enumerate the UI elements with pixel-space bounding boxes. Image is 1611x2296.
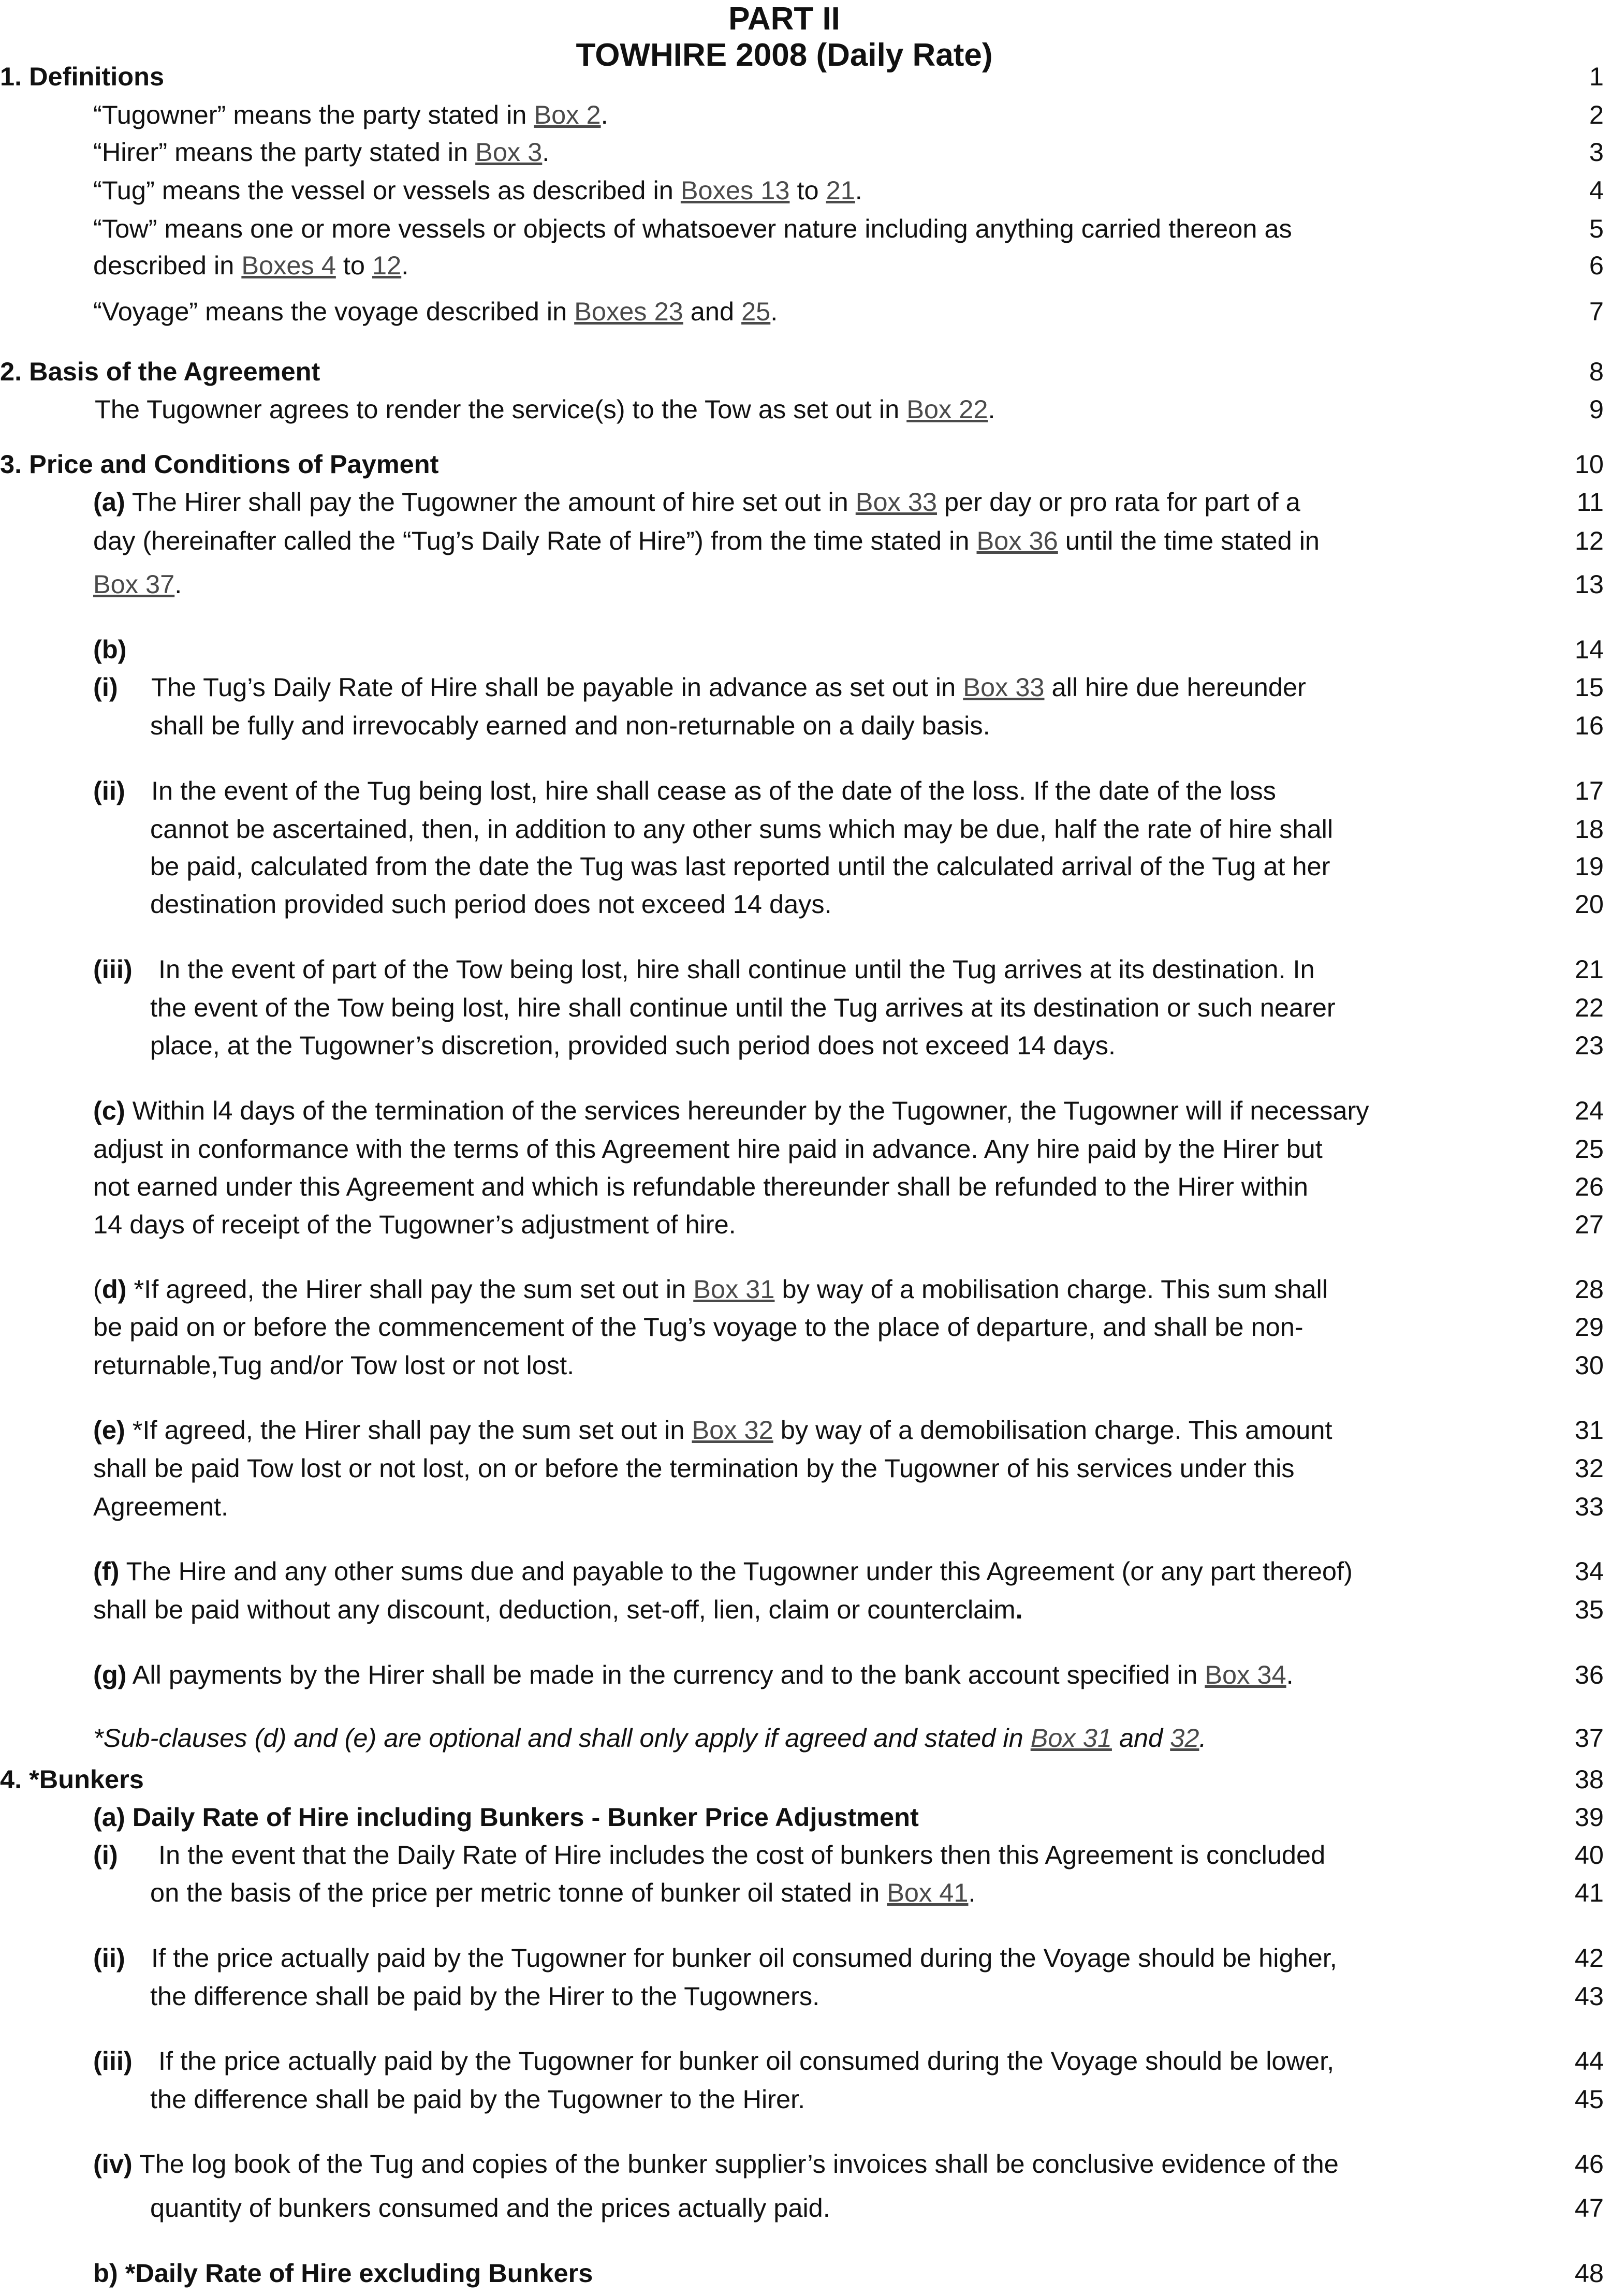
line-text: [93, 1274, 1328, 1305]
line-number: 40: [1574, 1840, 1604, 1870]
text-segment: Within l4 days of the termination of the services hereunder by the Tugowner, the Tugowner will if necessary: [125, 1096, 1369, 1125]
text-segment: day (hereinafter called the “Tug’s Daily Rate of Hire”) from the time stated in: [93, 526, 977, 555]
part-heading: PART II: [728, 1, 840, 37]
line-text: [93, 296, 778, 328]
line-text: [0, 449, 438, 480]
text-segment: The log book of the Tug and copies of the bunker supplier’s invoices shall be conclusive evidence of the: [132, 2149, 1339, 2179]
text-segment: by way of a mobilisation charge. This sum shall: [774, 1274, 1328, 1304]
line-text: [93, 2258, 593, 2289]
text-line: [0, 1274, 1611, 1312]
line-text: [93, 2148, 1339, 2180]
text-line: [0, 2258, 1611, 2296]
line-text: [93, 487, 1300, 518]
text-segment: be paid, calculated from the date the Tug was last reported until the calculated arrival of the Tug at her: [150, 851, 1330, 881]
box-reference-link[interactable]: 25: [741, 297, 771, 326]
line-number: 33: [1574, 1492, 1604, 1521]
box-reference-link[interactable]: Boxes 4: [241, 251, 336, 280]
text-segment: 14 days of receipt of the Tugowner’s adjustment of hire.: [93, 1210, 736, 1239]
box-reference-link[interactable]: Box 22: [906, 394, 988, 424]
line-text: [150, 1981, 819, 2012]
line-number: 45: [1574, 2084, 1604, 2114]
line-number: 5: [1589, 214, 1604, 243]
text-line: [0, 710, 1611, 748]
text-segment: not earned under this Agreement and which is refundable thereunder shall be refunded to the Hirer within: [93, 1172, 1308, 1201]
text-line: [0, 1981, 1611, 2019]
text-segment: (g): [93, 1660, 127, 1689]
line-number: 46: [1574, 2149, 1604, 2179]
line-number: 22: [1574, 993, 1604, 1022]
text-segment: In the event that the Daily Rate of Hire includes the cost of bunkers then this Agreement is concluded: [151, 1840, 1326, 1870]
text-segment: d): [101, 1274, 127, 1304]
text-line: [0, 250, 1611, 288]
line-text: [93, 1723, 1206, 1754]
line-number: 37: [1574, 1723, 1604, 1753]
text-segment: .: [988, 394, 995, 424]
line-number: 31: [1574, 1415, 1604, 1445]
text-line: [0, 1802, 1611, 1840]
line-number: 15: [1574, 672, 1604, 702]
text-segment: place, at the Tugowner’s discretion, provided such period does not exceed 14 days.: [150, 1031, 1116, 1060]
text-segment: (: [93, 1274, 102, 1304]
line-number: 3: [1589, 137, 1604, 167]
subclause-label: (i): [93, 1840, 118, 1870]
text-segment: the difference shall be paid by the Tugowner to the Hirer.: [150, 2084, 806, 2114]
text-segment: b) *Daily Rate of Hire excluding Bunkers: [93, 2258, 593, 2288]
text-line: [0, 213, 1611, 252]
text-segment: “Voyage” means the voyage described in: [93, 297, 575, 326]
line-text: [150, 2084, 805, 2115]
line-number: 14: [1574, 635, 1604, 664]
text-segment: Agreement.: [93, 1492, 229, 1521]
text-line: [0, 1095, 1611, 1134]
box-reference-link[interactable]: Box 31: [1030, 1723, 1112, 1753]
text-segment: shall be paid Tow lost or not lost, on or before the termination by the Tugowner of his services under this: [93, 1453, 1295, 1483]
text-line: [0, 525, 1611, 564]
line-text: [93, 1350, 574, 1381]
subclause-label: (iii): [93, 954, 133, 984]
line-number: 26: [1574, 1172, 1604, 1201]
line-text: [93, 250, 408, 282]
box-reference-link[interactable]: Boxes 23: [574, 297, 683, 326]
line-number: 19: [1574, 851, 1604, 881]
line-text: [93, 213, 1292, 245]
text-line: [0, 487, 1611, 525]
text-segment: The Hire and any other sums due and payable to the Tugowner under this Agreement (or any part thereof): [119, 1556, 1353, 1586]
text-line: [0, 1942, 1611, 1981]
line-text: [93, 2045, 1334, 2077]
line-number: 9: [1589, 394, 1604, 424]
text-line: [0, 1453, 1611, 1491]
text-line: [0, 634, 1611, 672]
line-number: 32: [1574, 1453, 1604, 1483]
text-segment: .: [968, 1878, 976, 1907]
text-line: [0, 814, 1611, 852]
line-number: 41: [1574, 1878, 1604, 1907]
line-text: [93, 1802, 919, 1833]
text-segment: shall be fully and irrevocably earned and non-returnable on a daily basis.: [150, 711, 990, 740]
line-text: [93, 1209, 736, 1241]
text-segment: to: [789, 175, 826, 205]
text-segment: “Tow” means one or more vessels or objects of whatsoever nature including anything carried thereon as: [93, 214, 1292, 243]
text-segment: destination provided such period does not exceed 14 days.: [150, 889, 832, 919]
text-line: [0, 394, 1611, 432]
text-segment: the difference shall be paid by the Hirer to the Tugowners.: [150, 1981, 820, 2011]
text-segment: .: [770, 297, 778, 326]
line-number: 20: [1574, 889, 1604, 919]
line-text: [150, 889, 832, 920]
text-line: [0, 61, 1611, 99]
line-number: 25: [1574, 1134, 1604, 1164]
text-segment: cannot be ascertained, then, in addition to any other sums which may be due, half the rate of hire shall: [150, 814, 1334, 844]
text-line: [0, 851, 1611, 889]
line-number: 44: [1574, 2046, 1604, 2076]
text-segment: per day or pro rata for part of a: [937, 487, 1300, 517]
subclause-label: (i): [93, 672, 118, 702]
line-text: [95, 394, 995, 425]
text-line: [0, 1839, 1611, 1878]
line-number: 16: [1574, 711, 1604, 740]
text-line: [0, 356, 1611, 394]
text-segment: and: [683, 297, 742, 326]
text-segment: quantity of bunkers consumed and the prices actually paid.: [150, 2193, 830, 2223]
text-segment: be paid on or before the commencement of the Tug’s voyage to the place of departure, and shall be non-: [93, 1312, 1304, 1342]
text-line: [0, 1594, 1611, 1632]
line-number: 18: [1574, 814, 1604, 844]
line-text: [0, 356, 320, 388]
box-reference-link[interactable]: Box 34: [1205, 1660, 1286, 1689]
text-line: [0, 449, 1611, 487]
text-line: [0, 1723, 1611, 1761]
line-text: [93, 1453, 1295, 1484]
text-segment: to: [335, 251, 373, 280]
line-text: [93, 1312, 1304, 1343]
line-text: [93, 99, 608, 131]
line-text: [93, 672, 1306, 703]
line-number: 1: [1589, 62, 1604, 91]
text-segment: .: [174, 569, 182, 599]
line-text: [93, 1839, 1325, 1871]
text-line: [0, 569, 1611, 607]
text-line: [0, 2192, 1611, 2231]
line-number: 27: [1574, 1210, 1604, 1239]
text-segment: “Tugowner” means the party stated in: [93, 100, 534, 129]
text-segment: adjust in conformance with the terms of this Agreement hire paid in advance. Any hire paid by the Hirer but: [93, 1134, 1323, 1164]
line-number: 47: [1574, 2193, 1604, 2223]
box-reference-link[interactable]: Box 3: [475, 137, 543, 167]
line-text: [0, 1764, 144, 1795]
line-text: [93, 569, 182, 600]
text-segment: 1. Definitions: [0, 62, 165, 91]
line-number: 24: [1574, 1096, 1604, 1125]
line-number: 43: [1574, 1981, 1604, 2011]
text-line: [0, 992, 1611, 1031]
text-segment: returnable,Tug and/or Tow lost or not lost.: [93, 1350, 575, 1380]
box-reference-link[interactable]: Box 41: [887, 1878, 969, 1907]
line-text: [93, 1095, 1369, 1127]
box-reference-link[interactable]: Box 33: [963, 672, 1045, 702]
text-segment: All payments by the Hirer shall be made in the currency and to the bank account specified in: [126, 1660, 1205, 1689]
line-number: 11: [1576, 487, 1604, 517]
line-text: [93, 634, 126, 666]
text-line: [0, 99, 1611, 138]
text-line: [0, 2084, 1611, 2122]
line-number: 2: [1589, 100, 1604, 129]
text-segment: on the basis of the price per metric tonne of bunker oil stated in: [150, 1878, 887, 1907]
text-line: [0, 2045, 1611, 2084]
line-text: [93, 1415, 1332, 1446]
text-line: [0, 1415, 1611, 1453]
line-text: [93, 1659, 1294, 1691]
text-segment: *Sub-clauses (d) and (e) are optional and shall only apply if agreed and stated in: [93, 1723, 1031, 1753]
text-line: [0, 889, 1611, 927]
box-reference-link[interactable]: Box 31: [693, 1274, 775, 1304]
text-segment: .: [1015, 1595, 1023, 1624]
text-segment: “Hirer” means the party stated in: [93, 137, 476, 167]
text-segment: 3. Price and Conditions of Payment: [0, 449, 439, 479]
text-line: [0, 1350, 1611, 1388]
text-segment: In the event of the Tug being lost, hire shall cease as of the date of the loss. If the date of the loss: [151, 776, 1276, 805]
text-segment: In the event of part of the Tow being lost, hire shall continue until the Tug arrives at its destination. In: [151, 954, 1315, 984]
text-line: [0, 1659, 1611, 1698]
line-number: 6: [1589, 251, 1604, 280]
text-segment: (a) Daily Rate of Hire including Bunkers - Bunker Price Adjustment: [93, 1802, 919, 1832]
box-reference-link[interactable]: Box 36: [976, 526, 1058, 555]
text-line: [0, 175, 1611, 213]
text-segment: .: [601, 100, 608, 129]
line-number: 12: [1574, 526, 1604, 555]
text-segment: by way of a demobilisation charge. This amount: [773, 1415, 1332, 1445]
text-segment: (c): [93, 1096, 125, 1125]
line-number: 42: [1574, 1943, 1604, 1973]
text-segment: and: [1111, 1723, 1170, 1753]
line-number: 35: [1574, 1595, 1604, 1624]
text-segment: all hire due hereunder: [1044, 672, 1306, 702]
line-text: [93, 137, 549, 168]
line-number: 21: [1574, 954, 1604, 984]
line-number: 23: [1574, 1031, 1604, 1060]
subclause-label: (ii): [93, 776, 125, 805]
line-text: [150, 1877, 976, 1909]
text-line: [0, 1134, 1611, 1172]
text-line: [0, 296, 1611, 334]
line-text: [93, 525, 1320, 557]
line-text: [93, 1491, 228, 1523]
line-number: 34: [1574, 1556, 1604, 1586]
box-reference-link[interactable]: Box 32: [692, 1415, 773, 1445]
line-text: [93, 1556, 1353, 1587]
line-text: [93, 954, 1315, 985]
line-number: 13: [1574, 569, 1604, 599]
line-text: [93, 1134, 1323, 1165]
line-text: [93, 1171, 1308, 1203]
line-number: 29: [1574, 1312, 1604, 1342]
text-line: [0, 1171, 1611, 1210]
line-number: 36: [1574, 1660, 1604, 1689]
line-number: 8: [1589, 357, 1604, 386]
text-segment: If the price actually paid by the Tugowner for bunker oil consumed during the Voyage should be higher,: [151, 1943, 1337, 1973]
line-text: [150, 710, 990, 742]
line-number: 30: [1574, 1350, 1604, 1380]
text-segment: (b): [93, 635, 127, 664]
line-text: [0, 61, 164, 93]
text-segment: The Tug’s Daily Rate of Hire shall be payable in advance as set out in: [151, 672, 963, 702]
text-segment: .: [1199, 1723, 1207, 1753]
line-number: 17: [1574, 776, 1604, 805]
text-segment: The Hirer shall pay the Tugowner the amount of hire set out in: [125, 487, 856, 517]
text-segment: described in: [93, 251, 242, 280]
text-line: [0, 2148, 1611, 2187]
text-segment: .: [401, 251, 409, 280]
line-number: 28: [1574, 1274, 1604, 1304]
subclause-label: (ii): [93, 1943, 125, 1973]
text-line: [0, 1491, 1611, 1529]
text-segment: (e): [93, 1415, 125, 1445]
subclause-label: (iii): [93, 2046, 133, 2076]
text-segment: .: [542, 137, 550, 167]
text-line: [0, 672, 1611, 710]
text-segment: .: [855, 175, 862, 205]
text-line: [0, 1030, 1611, 1068]
box-reference-link[interactable]: 12: [372, 251, 402, 280]
text-segment: the event of the Tow being lost, hire shall continue until the Tug arrives at its destination or such nearer: [150, 993, 1336, 1022]
box-reference-link[interactable]: 21: [826, 175, 855, 205]
text-segment: (f): [93, 1556, 120, 1586]
line-number: 38: [1574, 1764, 1604, 1794]
line-number: 7: [1589, 297, 1604, 326]
text-segment: “Tug” means the vessel or vessels as described in: [93, 175, 681, 205]
text-line: [0, 1877, 1611, 1916]
line-text: [150, 851, 1330, 882]
line-text: [93, 1594, 1023, 1626]
text-segment: *If agreed, the Hirer shall pay the sum set out in: [126, 1274, 694, 1304]
box-reference-link[interactable]: Box 33: [855, 487, 938, 517]
text-segment: 2. Basis of the Agreement: [0, 357, 320, 386]
text-line: [0, 137, 1611, 175]
form-title: TOWHIRE 2008 (Daily Rate): [576, 37, 993, 73]
text-segment: (a): [93, 487, 125, 517]
text-line: [0, 954, 1611, 992]
line-text: [150, 1030, 1116, 1062]
line-text: [150, 2192, 830, 2224]
text-segment: .: [1286, 1660, 1294, 1689]
text-line: [0, 775, 1611, 814]
box-reference-link[interactable]: 32: [1170, 1723, 1199, 1753]
text-segment: If the price actually paid by the Tugowner for bunker oil consumed during the Voyage should be lower,: [151, 2046, 1335, 2076]
line-text: [93, 1942, 1337, 1974]
text-line: [0, 1209, 1611, 1247]
text-segment: (iv): [93, 2149, 133, 2179]
text-line: [0, 1312, 1611, 1350]
line-number: 48: [1574, 2258, 1604, 2288]
box-reference-link[interactable]: Box 37: [93, 569, 175, 599]
line-number: 4: [1589, 175, 1604, 205]
line-number: 39: [1574, 1802, 1604, 1832]
text-segment: until the time stated in: [1058, 526, 1320, 555]
text-segment: shall be paid without any discount, deduction, set-off, lien, claim or counterclaim: [93, 1595, 1016, 1624]
box-reference-link[interactable]: Box 2: [534, 100, 601, 129]
line-text: [93, 175, 862, 207]
line-text: [93, 775, 1276, 807]
text-segment: The Tugowner agrees to render the service(s) to the Tow as set out in: [95, 394, 907, 424]
text-line: [0, 1556, 1611, 1594]
text-line: [0, 1764, 1611, 1802]
box-reference-link[interactable]: Boxes 13: [680, 175, 790, 205]
line-text: [150, 992, 1336, 1024]
line-number: 10: [1574, 449, 1604, 479]
text-segment: 4. *Bunkers: [0, 1764, 144, 1794]
line-text: [150, 814, 1333, 845]
text-segment: *If agreed, the Hirer shall pay the sum set out in: [125, 1415, 692, 1445]
